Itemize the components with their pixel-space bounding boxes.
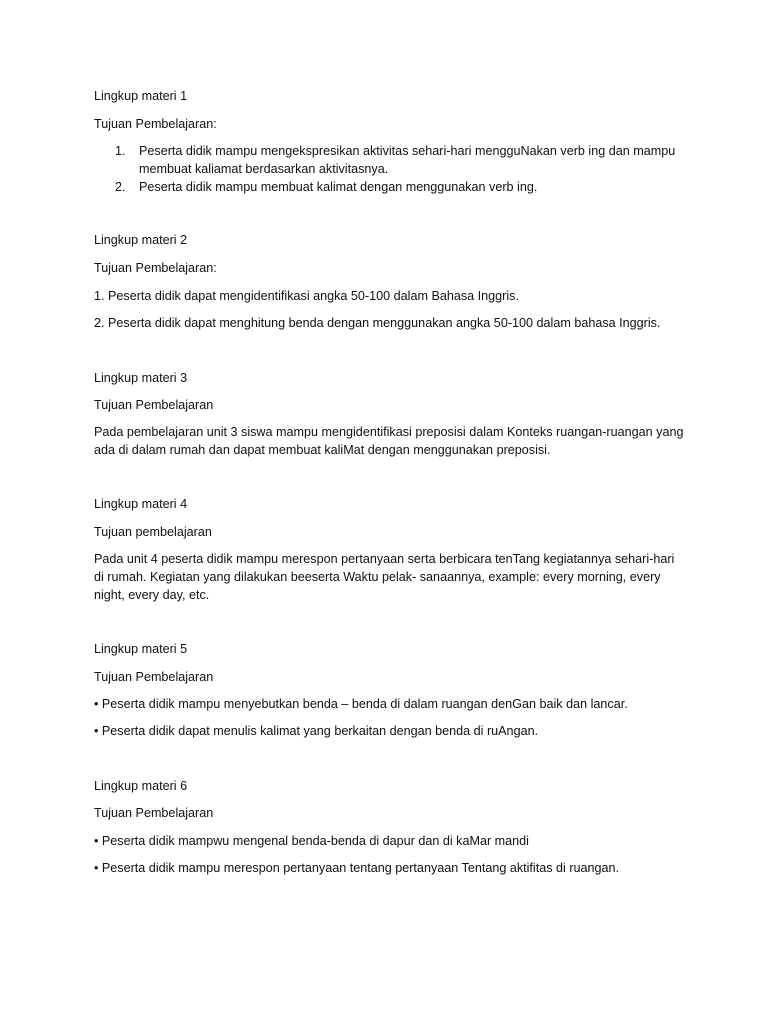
section-6-paragraph: • Peserta didik mampu merespon pertanyaan tentang pertanyaan Tentang aktifitas di ruangan.	[94, 861, 620, 875]
section-2-paragraph: 2. Peserta didik dapat menghitung benda dengan menggunakan angka 50-100 dalam bahasa Inggris.	[94, 316, 661, 330]
section-5-paragraph: • Peserta didik mampu menyebutkan benda – benda di dalam ruangan denGan baik dan lancar.	[94, 697, 628, 711]
section-2-paragraph: 1. Peserta didik dapat mengidentifikasi angka 50-100 dalam Bahasa Inggris.	[94, 289, 519, 303]
list-item	[94, 142, 684, 178]
section-2-subheading: Tujuan Pembelajaran:	[94, 261, 217, 275]
section-4-heading: Lingkup materi 4	[94, 497, 188, 511]
section-5-paragraph: • Peserta didik dapat menulis kalimat yang berkaitan dengan benda di ruAngan.	[94, 724, 539, 738]
section-2-heading: Lingkup materi 2	[94, 233, 188, 247]
section-5-subheading: Tujuan Pembelajaran	[94, 670, 214, 684]
section-1-list	[94, 142, 684, 196]
section-4-subheading: Tujuan pembelajaran	[94, 525, 212, 539]
section-3-paragraph: Pada pembelajaran unit 3 siswa mampu mengidentifikasi preposisi dalam Konteks ruangan-ruangan yang ada di dalam rumah dan dapat membuat kaliMat dengan menggunakan preposisi.	[94, 425, 684, 457]
list-item-text: Peserta didik mampu mengekspresikan aktivitas sehari-hari mengguNakan verb ing dan mampu membuat kaliamat berdasarkan aktivitasnya.	[139, 144, 676, 176]
section-6-subheading: Tujuan Pembelajaran	[94, 806, 214, 820]
section-1-subheading: Tujuan Pembelajaran:	[94, 117, 217, 131]
list-item	[94, 178, 684, 196]
list-number: 1.	[115, 144, 126, 158]
section-4-paragraph: Pada unit 4 peserta didik mampu merespon pertanyaan serta berbicara tenTang kegiatannya sehari-hari di rumah. Kegiatan yang dilakukan beeserta Waktu pelak- sanaannya, example: every morning, every night, every day, etc.	[94, 552, 675, 602]
list-number: 2.	[115, 180, 126, 194]
section-5-heading: Lingkup materi 5	[94, 642, 188, 656]
section-6-heading: Lingkup materi 6	[94, 779, 188, 793]
section-6-paragraph: • Peserta didik mampwu mengenal benda-benda di dapur dan di kaMar mandi	[94, 834, 529, 848]
section-1-heading: Lingkup materi 1	[94, 89, 188, 103]
section-3-heading: Lingkup materi 3	[94, 371, 188, 385]
list-item-text: Peserta didik mampu membuat kalimat dengan menggunakan verb ing.	[139, 180, 538, 194]
section-3-subheading: Tujuan Pembelajaran	[94, 398, 214, 412]
